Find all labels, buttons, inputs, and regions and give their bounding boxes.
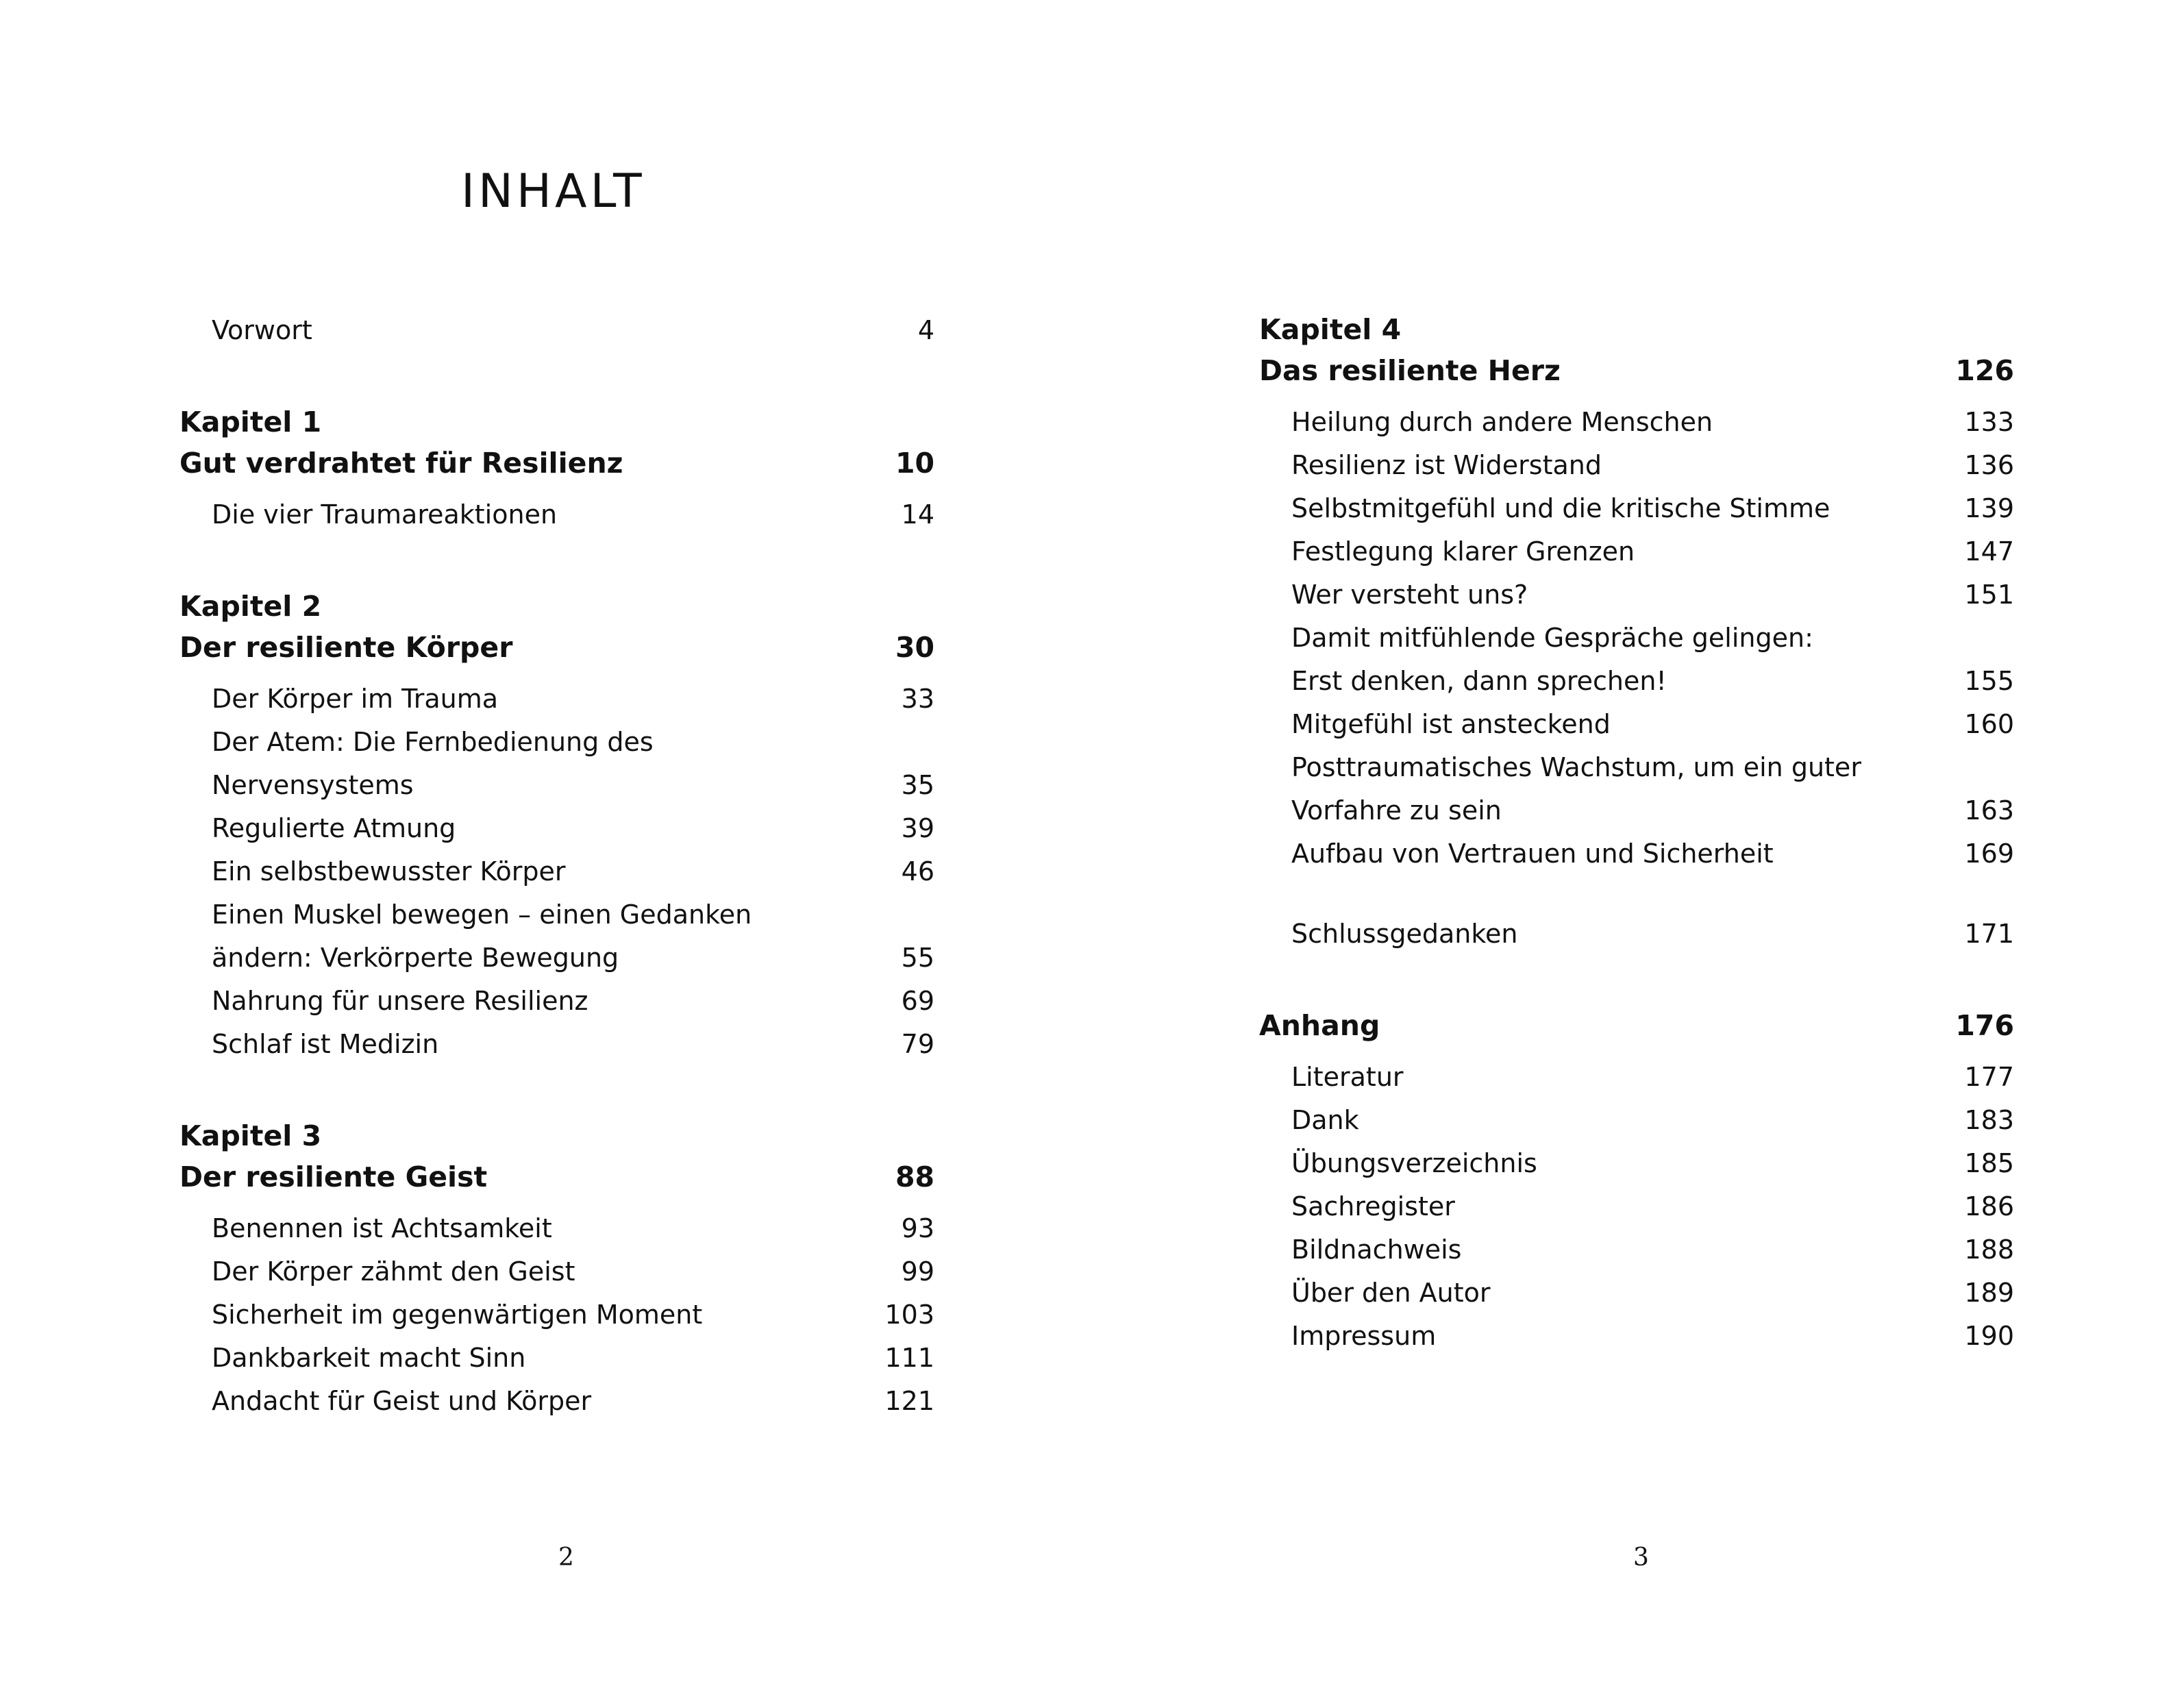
- appendix-title-row[interactable]: [1259, 1005, 2014, 1046]
- toc-entry-page: 171: [1964, 919, 2014, 949]
- toc-entry-page: 183: [1964, 1105, 2014, 1135]
- toc-entry-page: 185: [1964, 1148, 2014, 1178]
- chapter-label: Kapitel 4: [1259, 313, 1402, 346]
- appendix: [1259, 1005, 2014, 1358]
- chapter-title-row[interactable]: [179, 627, 934, 668]
- right-page: [1092, 0, 2184, 1699]
- toc-entry-page: 99: [901, 1256, 934, 1287]
- toc-entry-label: Über den Autor: [1291, 1278, 1491, 1308]
- toc-entry-label: Die vier Traumareaktionen: [212, 499, 558, 530]
- chapter-title: Der resiliente Körper: [179, 631, 513, 664]
- toc-entry[interactable]: [1259, 444, 2014, 487]
- toc-entry-page: 35: [901, 770, 934, 800]
- toc-entry-page: 79: [901, 1029, 934, 1059]
- toc-entry-page: 188: [1964, 1235, 2014, 1265]
- toc-entry-label: [212, 893, 752, 980]
- toc-entry[interactable]: [179, 1380, 934, 1423]
- toc-entry-label: Der Körper zähmt den Geist: [212, 1256, 575, 1287]
- toc-entry-label: Sachregister: [1291, 1191, 1455, 1221]
- toc-entry-page: 169: [1964, 839, 2014, 869]
- toc-entry-page: 147: [1964, 536, 2014, 567]
- chapter-title-row[interactable]: [179, 1156, 934, 1198]
- toc-entry-label: Andacht für Geist und Körper: [212, 1386, 592, 1416]
- toc-entry-page: 151: [1964, 580, 2014, 610]
- toc-entry-page: 190: [1964, 1321, 2014, 1351]
- toc-entry-page: 177: [1964, 1062, 2014, 1092]
- toc-entry-label: [1291, 617, 1813, 703]
- toc-entry-label: Der Atem: Die Fernbedienung des Nervensystems: [212, 727, 654, 800]
- chapter-title: Der resiliente Geist: [179, 1161, 488, 1193]
- toc-entry-line-1: Einen Muskel bewegen – einen Gedanken: [212, 900, 752, 930]
- toc-entry-line-2: Erst denken, dann sprechen!: [1291, 666, 1667, 696]
- toc-entry-page: 189: [1964, 1278, 2014, 1308]
- chapter-page: 88: [895, 1161, 934, 1193]
- toc-entry[interactable]: [179, 493, 934, 536]
- toc-entry-page: 93: [901, 1213, 934, 1243]
- chapter-3: [179, 1115, 934, 1423]
- chapter-title-row[interactable]: [179, 443, 934, 484]
- toc-entry[interactable]: [179, 980, 934, 1023]
- toc-entry-schlussgedanken[interactable]: [1259, 913, 2014, 956]
- toc-entry[interactable]: [179, 1023, 934, 1066]
- toc-entry[interactable]: [1259, 703, 2014, 746]
- chapter-page: 30: [895, 631, 934, 664]
- toc-entry-label: Vorwort: [212, 315, 312, 345]
- chapter-title: Das resiliente Herz: [1259, 354, 1561, 387]
- toc-entry[interactable]: [179, 850, 934, 893]
- toc-entry[interactable]: [179, 893, 934, 980]
- toc-entry-page: 55: [901, 943, 934, 973]
- toc-entry-page: 111: [884, 1343, 934, 1373]
- toc-right-column: [1259, 309, 2014, 1358]
- toc-entry[interactable]: [179, 1250, 934, 1293]
- toc-entry-label: Selbstmitgefühl und die kritische Stimme: [1291, 493, 1831, 523]
- toc-entry-label: Literatur: [1291, 1062, 1404, 1092]
- appendix-page: 176: [1955, 1009, 2014, 1042]
- toc-entry[interactable]: [179, 678, 934, 721]
- chapter-label: Kapitel 1: [179, 406, 322, 438]
- toc-entry-page: 103: [884, 1300, 934, 1330]
- toc-entry[interactable]: [179, 1207, 934, 1250]
- toc-entry[interactable]: [1259, 617, 2014, 703]
- toc-entry-label: Wer versteht uns?: [1291, 580, 1528, 610]
- toc-entry-line-2: Vorfahre zu sein: [1291, 795, 1502, 826]
- toc-entry-page: 155: [1964, 666, 2014, 696]
- toc-entry-label: Heilung durch andere Menschen: [1291, 407, 1713, 437]
- toc-entry-page: 139: [1964, 493, 2014, 523]
- toc-entry[interactable]: [179, 1293, 934, 1337]
- page-number: 3: [1633, 1543, 1649, 1572]
- toc-entry-page: 186: [1964, 1191, 2014, 1221]
- toc-entry[interactable]: [1259, 1315, 2014, 1358]
- page-number: 2: [558, 1543, 574, 1572]
- toc-entry[interactable]: [1259, 1142, 2014, 1185]
- chapter-1: [179, 401, 934, 536]
- toc-entry-page: 14: [901, 499, 934, 530]
- toc-entry[interactable]: [1259, 1099, 2014, 1142]
- appendix-title: Anhang: [1259, 1009, 1380, 1042]
- chapter-title-row[interactable]: [1259, 350, 2014, 391]
- toc-entry-label: Resilienz ist Widerstand: [1291, 450, 1602, 480]
- toc-entry-label: [1291, 746, 1861, 832]
- chapter-page: 126: [1955, 354, 2014, 387]
- toc-entry-label: Impressum: [1291, 1321, 1437, 1351]
- toc-entry-label: Schlussgedanken: [1291, 919, 1518, 949]
- toc-entry[interactable]: [1259, 401, 2014, 444]
- chapter-2: [179, 586, 934, 1066]
- toc-entry-label: Festlegung klarer Grenzen: [1291, 536, 1635, 567]
- toc-entry-vorwort[interactable]: [179, 309, 934, 352]
- toc-entry-page: 33: [901, 684, 934, 714]
- toc-entry-line-2: ändern: Verkörperte Bewegung: [212, 943, 619, 973]
- toc-entry-label: Nahrung für unsere Resilienz: [212, 986, 588, 1016]
- toc-entry[interactable]: [1259, 1056, 2014, 1099]
- toc-entry-label: Mitgefühl ist ansteckend: [1291, 709, 1611, 739]
- chapter-title: Gut verdrahtet für Resilienz: [179, 447, 623, 480]
- toc-entry-page: 4: [917, 315, 934, 345]
- chapter-label: Kapitel 2: [179, 590, 322, 623]
- toc-entry-label: Dank: [1291, 1105, 1359, 1135]
- toc-entry-page: 39: [901, 813, 934, 843]
- toc-entry[interactable]: [1259, 487, 2014, 530]
- toc-entry-line-1: Damit mitfühlende Gespräche gelingen:: [1291, 623, 1813, 653]
- toc-entry[interactable]: [1259, 832, 2014, 876]
- toc-entry-label: Ein selbstbewusster Körper: [212, 856, 566, 886]
- toc-entry[interactable]: [1259, 1228, 2014, 1272]
- toc-entry-page: 163: [1964, 795, 2014, 826]
- toc-entry[interactable]: [1259, 573, 2014, 617]
- toc-entry[interactable]: [179, 1337, 934, 1380]
- toc-entry-label: Übungsverzeichnis: [1291, 1148, 1537, 1178]
- toc-entry-label: Bildnachweis: [1291, 1235, 1462, 1265]
- toc-entry-page: 69: [901, 986, 934, 1016]
- page-title: INHALT: [461, 164, 645, 219]
- toc-entry-page: 160: [1964, 709, 2014, 739]
- chapter-label: Kapitel 3: [179, 1119, 322, 1152]
- toc-entry-label: Aufbau von Vertrauen und Sicherheit: [1291, 839, 1774, 869]
- toc-entry[interactable]: [179, 721, 934, 807]
- toc-entry[interactable]: [1259, 530, 2014, 573]
- toc-entry-page: 133: [1964, 407, 2014, 437]
- toc-entry-line-1: Posttraumatisches Wachstum, um ein guter: [1291, 752, 1861, 782]
- chapter-page: 10: [895, 447, 934, 480]
- toc-entry[interactable]: [1259, 1272, 2014, 1315]
- toc-entry[interactable]: [1259, 1185, 2014, 1228]
- chapter-4: [1259, 309, 2014, 876]
- toc-entry[interactable]: [179, 807, 934, 850]
- toc-entry-label: Benennen ist Achtsamkeit: [212, 1213, 552, 1243]
- toc-entry-page: 121: [884, 1386, 934, 1416]
- toc-entry-page: 46: [901, 856, 934, 886]
- toc-entry-page: 136: [1964, 450, 2014, 480]
- toc-entry-label: Regulierte Atmung: [212, 813, 456, 843]
- toc-left-column: [179, 309, 934, 1423]
- toc-entry-label: Sicherheit im gegenwärtigen Moment: [212, 1300, 703, 1330]
- toc-entry-label: Dankbarkeit macht Sinn: [212, 1343, 526, 1373]
- toc-entry-label: Schlaf ist Medizin: [212, 1029, 439, 1059]
- toc-entry-label: Der Körper im Trauma: [212, 684, 499, 714]
- toc-entry[interactable]: [1259, 746, 2014, 832]
